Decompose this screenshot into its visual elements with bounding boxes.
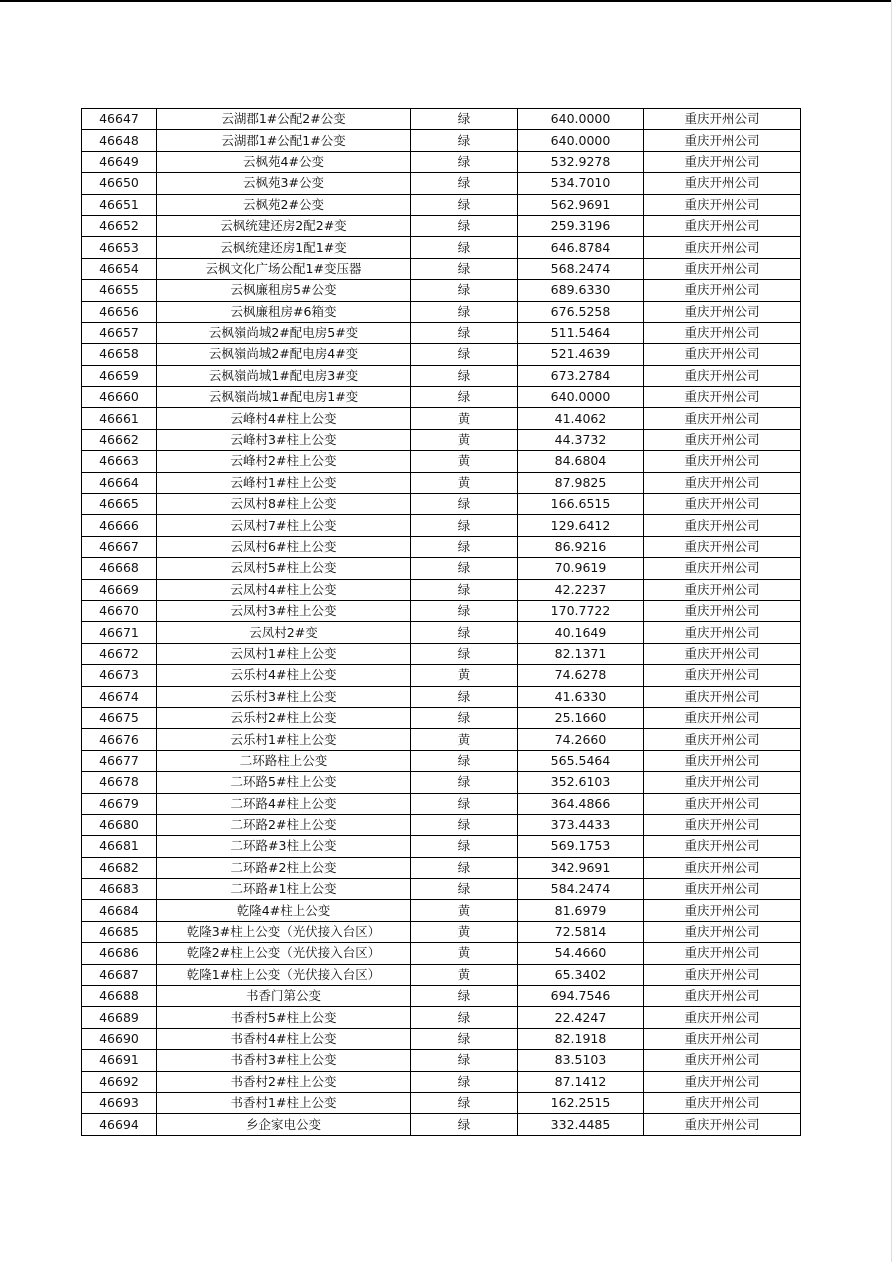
row-id-cell: 46691 [82,1050,157,1071]
company-cell: 重庆开州公司 [644,921,801,942]
transformer-name-cell: 云枫廉租房5#公变 [157,280,411,301]
value-cell: 568.2474 [518,258,644,279]
status-color-cell: 绿 [411,344,518,365]
status-color-cell: 黄 [411,429,518,450]
value-cell: 84.6804 [518,451,644,472]
table-row [82,579,801,600]
value-cell: 41.6330 [518,686,644,707]
value-cell: 40.1649 [518,622,644,643]
value-cell: 259.3196 [518,215,644,236]
value-cell: 81.6979 [518,900,644,921]
transformer-name-cell: 云湖郡1#公配1#公变 [157,130,411,151]
status-color-cell: 绿 [411,707,518,728]
row-id-cell: 46674 [82,686,157,707]
value-cell: 166.6515 [518,494,644,515]
transformer-name-cell: 书香门第公变 [157,986,411,1007]
transformer-name-cell: 云枫嶺尚城1#配电房1#变 [157,387,411,408]
table-row [82,194,801,215]
status-color-cell: 绿 [411,173,518,194]
value-cell: 352.6103 [518,772,644,793]
transformer-name-cell: 云峰村2#柱上公变 [157,451,411,472]
transformer-name-cell: 二环路4#柱上公变 [157,793,411,814]
table-row [82,515,801,536]
transformer-table [81,108,801,1136]
status-color-cell: 黄 [411,964,518,985]
value-cell: 646.8784 [518,237,644,258]
transformer-name-cell: 二环路5#柱上公变 [157,772,411,793]
row-id-cell: 46666 [82,515,157,536]
value-cell: 41.4062 [518,408,644,429]
table-row [82,472,801,493]
company-cell: 重庆开州公司 [644,1071,801,1092]
company-cell: 重庆开州公司 [644,579,801,600]
status-color-cell: 黄 [411,921,518,942]
row-id-cell: 46649 [82,151,157,172]
row-id-cell: 46658 [82,344,157,365]
table-row [82,729,801,750]
status-color-cell: 绿 [411,772,518,793]
transformer-name-cell: 乾隆3#柱上公变（光伏接入台区） [157,921,411,942]
transformer-name-cell: 云凤村2#变 [157,622,411,643]
top-border-line [0,0,892,2]
status-color-cell: 绿 [411,109,518,130]
value-cell: 640.0000 [518,130,644,151]
status-color-cell: 绿 [411,814,518,835]
table-row [82,1028,801,1049]
status-color-cell: 绿 [411,365,518,386]
value-cell: 54.4660 [518,943,644,964]
company-cell: 重庆开州公司 [644,943,801,964]
status-color-cell: 绿 [411,622,518,643]
transformer-name-cell: 书香村1#柱上公变 [157,1092,411,1113]
value-cell: 74.6278 [518,665,644,686]
transformer-name-cell: 书香村4#柱上公变 [157,1028,411,1049]
status-color-cell: 绿 [411,280,518,301]
table-row [82,986,801,1007]
row-id-cell: 46685 [82,921,157,942]
row-id-cell: 46682 [82,857,157,878]
value-cell: 83.5103 [518,1050,644,1071]
status-color-cell: 绿 [411,1092,518,1113]
table-row [82,879,801,900]
company-cell: 重庆开州公司 [644,387,801,408]
row-id-cell: 46661 [82,408,157,429]
company-cell: 重庆开州公司 [644,429,801,450]
row-id-cell: 46660 [82,387,157,408]
row-id-cell: 46664 [82,472,157,493]
table-row [82,772,801,793]
row-id-cell: 46647 [82,109,157,130]
company-cell: 重庆开州公司 [644,237,801,258]
value-cell: 373.4433 [518,814,644,835]
value-cell: 342.9691 [518,857,644,878]
company-cell: 重庆开州公司 [644,879,801,900]
table-row [82,558,801,579]
company-cell: 重庆开州公司 [644,1028,801,1049]
value-cell: 565.5464 [518,750,644,771]
row-id-cell: 46659 [82,365,157,386]
company-cell: 重庆开州公司 [644,215,801,236]
table-row [82,750,801,771]
table-row [82,1114,801,1135]
value-cell: 584.2474 [518,879,644,900]
company-cell: 重庆开州公司 [644,365,801,386]
table-row [82,429,801,450]
row-id-cell: 46688 [82,986,157,1007]
company-cell: 重庆开州公司 [644,665,801,686]
company-cell: 重庆开州公司 [644,600,801,621]
table-row [82,237,801,258]
row-id-cell: 46654 [82,258,157,279]
status-color-cell: 绿 [411,301,518,322]
row-id-cell: 46662 [82,429,157,450]
company-cell: 重庆开州公司 [644,344,801,365]
status-color-cell: 绿 [411,857,518,878]
company-cell: 重庆开州公司 [644,536,801,557]
table-row [82,451,801,472]
row-id-cell: 46683 [82,879,157,900]
table-row [82,600,801,621]
value-cell: 86.9216 [518,536,644,557]
row-id-cell: 46648 [82,130,157,151]
status-color-cell: 绿 [411,1007,518,1028]
value-cell: 511.5464 [518,322,644,343]
status-color-cell: 绿 [411,237,518,258]
table-row [82,494,801,515]
transformer-name-cell: 云凤村1#柱上公变 [157,643,411,664]
company-cell: 重庆开州公司 [644,729,801,750]
transformer-name-cell: 云枫嶺尚城2#配电房5#变 [157,322,411,343]
value-cell: 129.6412 [518,515,644,536]
transformer-name-cell: 云凤村4#柱上公变 [157,579,411,600]
transformer-name-cell: 云枫嶺尚城1#配电房3#变 [157,365,411,386]
table-row [82,707,801,728]
row-id-cell: 46693 [82,1092,157,1113]
transformer-name-cell: 云乐村2#柱上公变 [157,707,411,728]
company-cell: 重庆开州公司 [644,258,801,279]
company-cell: 重庆开州公司 [644,772,801,793]
company-cell: 重庆开州公司 [644,451,801,472]
company-cell: 重庆开州公司 [644,686,801,707]
status-color-cell: 黄 [411,900,518,921]
status-color-cell: 绿 [411,686,518,707]
status-color-cell: 绿 [411,322,518,343]
transformer-name-cell: 云枫苑2#公变 [157,194,411,215]
status-color-cell: 绿 [411,536,518,557]
transformer-name-cell: 二环路#1柱上公变 [157,879,411,900]
status-color-cell: 绿 [411,793,518,814]
transformer-name-cell: 书香村5#柱上公变 [157,1007,411,1028]
status-color-cell: 黄 [411,472,518,493]
table-row [82,964,801,985]
status-color-cell: 黄 [411,665,518,686]
transformer-name-cell: 书香村3#柱上公变 [157,1050,411,1071]
status-color-cell: 绿 [411,194,518,215]
company-cell: 重庆开州公司 [644,1007,801,1028]
table-row [82,408,801,429]
company-cell: 重庆开州公司 [644,173,801,194]
row-id-cell: 46675 [82,707,157,728]
status-color-cell: 黄 [411,729,518,750]
transformer-name-cell: 乾隆2#柱上公变（光伏接入台区） [157,943,411,964]
value-cell: 532.9278 [518,151,644,172]
value-cell: 72.5814 [518,921,644,942]
company-cell: 重庆开州公司 [644,151,801,172]
row-id-cell: 46678 [82,772,157,793]
row-id-cell: 46655 [82,280,157,301]
value-cell: 170.7722 [518,600,644,621]
status-color-cell: 绿 [411,258,518,279]
row-id-cell: 46689 [82,1007,157,1028]
status-color-cell: 绿 [411,1028,518,1049]
company-cell: 重庆开州公司 [644,643,801,664]
status-color-cell: 绿 [411,579,518,600]
table-row [82,130,801,151]
table-row [82,1092,801,1113]
transformer-name-cell: 云枫统建还房1配1#变 [157,237,411,258]
value-cell: 521.4639 [518,344,644,365]
row-id-cell: 46663 [82,451,157,472]
value-cell: 74.2660 [518,729,644,750]
value-cell: 44.3732 [518,429,644,450]
transformer-name-cell: 云枫廉租房#6箱变 [157,301,411,322]
row-id-cell: 46694 [82,1114,157,1135]
transformer-name-cell: 云峰村1#柱上公变 [157,472,411,493]
status-color-cell: 绿 [411,643,518,664]
value-cell: 65.3402 [518,964,644,985]
row-id-cell: 46679 [82,793,157,814]
row-id-cell: 46651 [82,194,157,215]
status-color-cell: 绿 [411,836,518,857]
status-color-cell: 绿 [411,387,518,408]
status-color-cell: 绿 [411,1050,518,1071]
status-color-cell: 绿 [411,1071,518,1092]
value-cell: 87.9825 [518,472,644,493]
company-cell: 重庆开州公司 [644,558,801,579]
transformer-name-cell: 云乐村3#柱上公变 [157,686,411,707]
value-cell: 22.4247 [518,1007,644,1028]
value-cell: 676.5258 [518,301,644,322]
row-id-cell: 46656 [82,301,157,322]
table-row [82,151,801,172]
status-color-cell: 绿 [411,750,518,771]
company-cell: 重庆开州公司 [644,1114,801,1135]
transformer-name-cell: 云枫苑3#公变 [157,173,411,194]
table-row [82,643,801,664]
transformer-name-cell: 云凤村8#柱上公变 [157,494,411,515]
row-id-cell: 46653 [82,237,157,258]
status-color-cell: 黄 [411,451,518,472]
company-cell: 重庆开州公司 [644,280,801,301]
value-cell: 640.0000 [518,387,644,408]
company-cell: 重庆开州公司 [644,857,801,878]
company-cell: 重庆开州公司 [644,194,801,215]
table-row [82,814,801,835]
status-color-cell: 绿 [411,600,518,621]
transformer-name-cell: 云枫嶺尚城2#配电房4#变 [157,344,411,365]
row-id-cell: 46668 [82,558,157,579]
value-cell: 569.1753 [518,836,644,857]
row-id-cell: 46665 [82,494,157,515]
row-id-cell: 46667 [82,536,157,557]
row-id-cell: 46680 [82,814,157,835]
row-id-cell: 46681 [82,836,157,857]
company-cell: 重庆开州公司 [644,301,801,322]
table-row [82,344,801,365]
status-color-cell: 绿 [411,1114,518,1135]
company-cell: 重庆开州公司 [644,900,801,921]
value-cell: 25.1660 [518,707,644,728]
company-cell: 重庆开州公司 [644,622,801,643]
transformer-name-cell: 云凤村5#柱上公变 [157,558,411,579]
status-color-cell: 绿 [411,558,518,579]
table-row [82,109,801,130]
transformer-name-cell: 云凤村7#柱上公变 [157,515,411,536]
transformer-name-cell: 云枫统建还房2配2#变 [157,215,411,236]
transformer-name-cell: 乾隆1#柱上公变（光伏接入台区） [157,964,411,985]
company-cell: 重庆开州公司 [644,964,801,985]
transformer-name-cell: 云乐村4#柱上公变 [157,665,411,686]
row-id-cell: 46670 [82,600,157,621]
table-row [82,857,801,878]
table-row [82,301,801,322]
table-row [82,387,801,408]
value-cell: 673.2784 [518,365,644,386]
company-cell: 重庆开州公司 [644,836,801,857]
status-color-cell: 绿 [411,151,518,172]
company-cell: 重庆开州公司 [644,814,801,835]
value-cell: 694.7546 [518,986,644,1007]
company-cell: 重庆开州公司 [644,109,801,130]
transformer-name-cell: 云凤村6#柱上公变 [157,536,411,557]
transformer-name-cell: 云湖郡1#公配2#公变 [157,109,411,130]
table-row [82,943,801,964]
company-cell: 重庆开州公司 [644,707,801,728]
table-row [82,280,801,301]
table-row [82,836,801,857]
status-color-cell: 绿 [411,215,518,236]
company-cell: 重庆开州公司 [644,494,801,515]
transformer-name-cell: 云乐村1#柱上公变 [157,729,411,750]
transformer-name-cell: 二环路柱上公变 [157,750,411,771]
status-color-cell: 绿 [411,986,518,1007]
transformer-name-cell: 云峰村4#柱上公变 [157,408,411,429]
table-row [82,536,801,557]
row-id-cell: 46669 [82,579,157,600]
company-cell: 重庆开州公司 [644,986,801,1007]
transformer-name-cell: 二环路#2柱上公变 [157,857,411,878]
company-cell: 重庆开州公司 [644,793,801,814]
transformer-name-cell: 乡企家电公变 [157,1114,411,1135]
table-row [82,1007,801,1028]
table-row [82,1071,801,1092]
row-id-cell: 46692 [82,1071,157,1092]
table-row [82,173,801,194]
row-id-cell: 46657 [82,322,157,343]
row-id-cell: 46671 [82,622,157,643]
table-body [82,109,801,1136]
company-cell: 重庆开州公司 [644,130,801,151]
status-color-cell: 绿 [411,515,518,536]
company-cell: 重庆开州公司 [644,1050,801,1071]
table-row [82,793,801,814]
status-color-cell: 黄 [411,943,518,964]
status-color-cell: 绿 [411,130,518,151]
transformer-name-cell: 乾隆4#柱上公变 [157,900,411,921]
value-cell: 640.0000 [518,109,644,130]
status-color-cell: 绿 [411,494,518,515]
transformer-name-cell: 云峰村3#柱上公变 [157,429,411,450]
value-cell: 82.1371 [518,643,644,664]
company-cell: 重庆开州公司 [644,515,801,536]
row-id-cell: 46673 [82,665,157,686]
table-row [82,1050,801,1071]
row-id-cell: 46677 [82,750,157,771]
value-cell: 42.2237 [518,579,644,600]
transformer-name-cell: 云凤村3#柱上公变 [157,600,411,621]
table-row [82,622,801,643]
transformer-name-cell: 云枫文化广场公配1#变压器 [157,258,411,279]
value-cell: 82.1918 [518,1028,644,1049]
row-id-cell: 46690 [82,1028,157,1049]
row-id-cell: 46686 [82,943,157,964]
table-row [82,900,801,921]
status-color-cell: 绿 [411,879,518,900]
value-cell: 562.9691 [518,194,644,215]
company-cell: 重庆开州公司 [644,408,801,429]
row-id-cell: 46652 [82,215,157,236]
company-cell: 重庆开州公司 [644,1092,801,1113]
row-id-cell: 46676 [82,729,157,750]
table-row [82,215,801,236]
transformer-name-cell: 二环路#3柱上公变 [157,836,411,857]
table-row [82,921,801,942]
table-row [82,322,801,343]
value-cell: 689.6330 [518,280,644,301]
value-cell: 70.9619 [518,558,644,579]
table-row [82,665,801,686]
table-row [82,365,801,386]
value-cell: 364.4866 [518,793,644,814]
transformer-name-cell: 二环路2#柱上公变 [157,814,411,835]
transformer-name-cell: 云枫苑4#公变 [157,151,411,172]
value-cell: 162.2515 [518,1092,644,1113]
row-id-cell: 46687 [82,964,157,985]
transformer-name-cell: 书香村2#柱上公变 [157,1071,411,1092]
company-cell: 重庆开州公司 [644,322,801,343]
value-cell: 332.4485 [518,1114,644,1135]
value-cell: 534.7010 [518,173,644,194]
row-id-cell: 46672 [82,643,157,664]
table-row [82,258,801,279]
value-cell: 87.1412 [518,1071,644,1092]
row-id-cell: 46650 [82,173,157,194]
table-row [82,686,801,707]
status-color-cell: 黄 [411,408,518,429]
company-cell: 重庆开州公司 [644,750,801,771]
company-cell: 重庆开州公司 [644,472,801,493]
row-id-cell: 46684 [82,900,157,921]
